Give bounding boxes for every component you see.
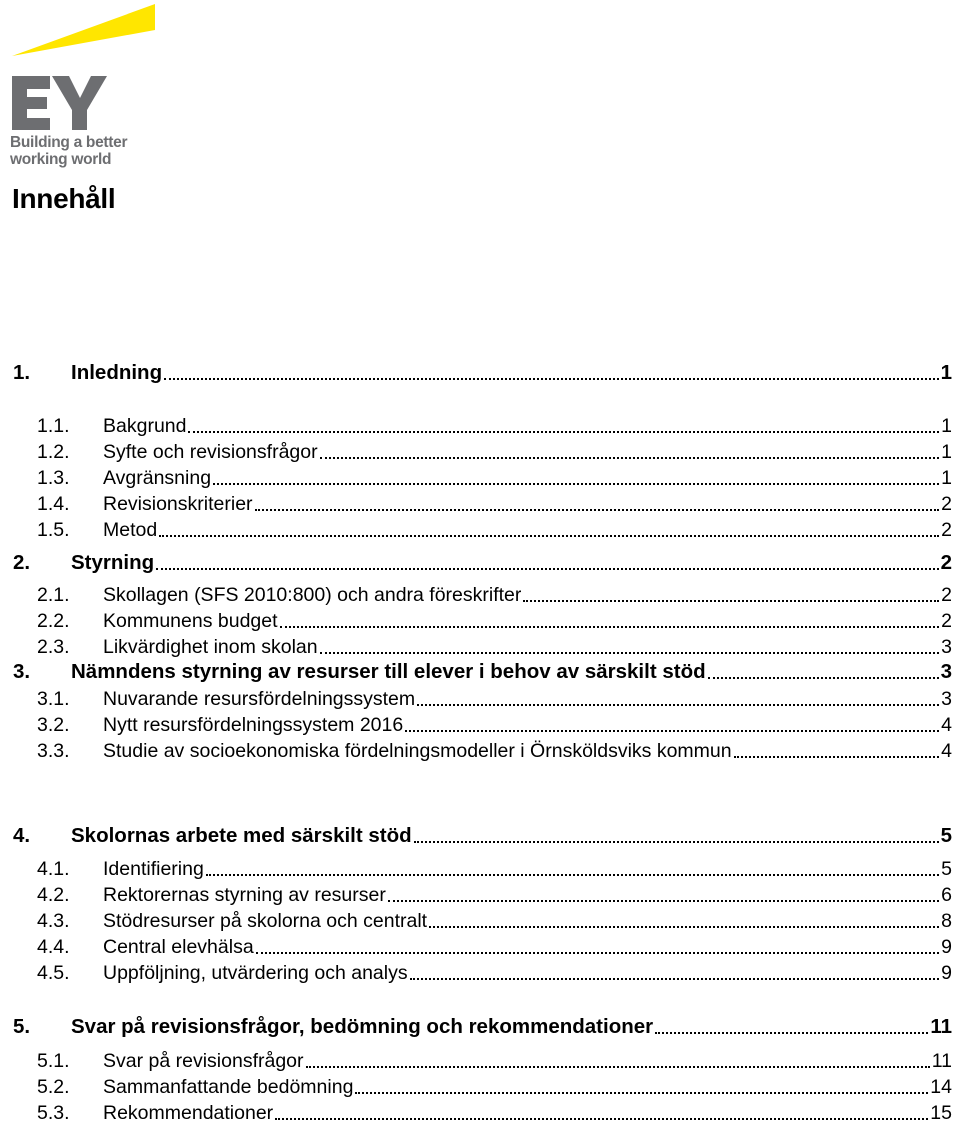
toc-dot-leader	[405, 730, 939, 732]
toc-entry-title: Likvärdighet inom skolan	[103, 636, 318, 658]
toc-entry-number: 3.	[13, 660, 31, 683]
page-title: Innehåll	[12, 183, 116, 214]
toc-entry-page-number: 9	[941, 936, 952, 958]
toc-section-entry[interactable]	[0, 658, 960, 684]
toc-dot-leader	[255, 509, 940, 511]
toc-entry-page-number: 14	[930, 1076, 952, 1098]
toc-entry-page-number: 2	[941, 610, 952, 632]
toc-entry-number: 4.5.	[37, 962, 70, 984]
toc-subsection-entry[interactable]	[0, 881, 960, 907]
toc-subsection-entry[interactable]	[0, 412, 960, 438]
toc-entry-title: Avgränsning	[103, 467, 212, 489]
toc-entry-page-number: 1	[941, 441, 952, 463]
toc-entry-number: 4.4.	[37, 936, 70, 958]
toc-dot-leader	[159, 535, 939, 537]
logo-letter-e	[12, 76, 50, 130]
toc-entry-page-number: 3	[940, 660, 952, 683]
toc-entry-title: Skollagen (SFS 2010:800) och andra föreskrifter	[103, 584, 522, 606]
toc-entry-page-number: 3	[941, 636, 952, 658]
toc-entry-number: 5.1.	[37, 1050, 70, 1072]
toc-entry-number: 4.1.	[37, 858, 70, 880]
toc-entry-number: 5.	[13, 1015, 31, 1038]
toc-subsection-entry[interactable]	[0, 1073, 960, 1099]
logo-letter-y	[52, 76, 107, 130]
toc-dot-leader	[355, 1092, 928, 1094]
toc-entry-title: Skolornas arbete med särskilt stöd	[71, 824, 412, 847]
toc-dot-leader	[734, 756, 940, 758]
toc-entry-title: Nuvarande resursfördelningssystem	[103, 688, 416, 710]
toc-entry-number: 1.	[13, 361, 31, 384]
toc-entry-number: 4.	[13, 824, 31, 847]
toc-entry-title: Rekommendationer	[103, 1102, 274, 1124]
toc-entry-page-number: 2	[940, 551, 952, 574]
toc-dot-leader	[206, 874, 939, 876]
toc-dot-leader	[156, 568, 938, 570]
toc-entry-number: 4.2.	[37, 884, 70, 906]
toc-dot-leader	[306, 1066, 930, 1068]
toc-dot-leader	[320, 652, 940, 654]
toc-section-entry[interactable]	[0, 1013, 960, 1039]
ey-logo	[10, 4, 160, 174]
toc-entry-title: Central elevhälsa	[103, 936, 254, 958]
toc-subsection-entry[interactable]	[0, 1099, 960, 1125]
toc-entry-title: Uppföljning, utvärdering och analys	[103, 962, 408, 984]
toc-dot-leader	[708, 677, 939, 679]
toc-entry-number: 1.4.	[37, 493, 70, 515]
toc-dot-leader	[655, 1032, 928, 1034]
toc-entry-page-number: 2	[941, 584, 952, 606]
toc-subsection-entry[interactable]	[0, 607, 960, 633]
toc-entry-page-number: 15	[930, 1102, 952, 1124]
toc-entry-page-number: 2	[941, 493, 952, 515]
toc-dot-leader	[429, 926, 939, 928]
toc-entry-page-number: 6	[941, 884, 952, 906]
toc-entry-number: 1.5.	[37, 519, 70, 541]
toc-entry-page-number: 5	[941, 858, 952, 880]
toc-dot-leader	[280, 626, 940, 628]
toc-entry-page-number: 4	[941, 740, 952, 762]
toc-entry-page-number: 1	[940, 361, 952, 384]
toc-subsection-entry[interactable]	[0, 711, 960, 737]
toc-subsection-entry[interactable]	[0, 581, 960, 607]
toc-entry-page-number: 2	[941, 519, 952, 541]
toc-entry-number: 1.3.	[37, 467, 70, 489]
toc-dot-leader	[320, 457, 940, 459]
toc-entry-title: Rektorernas styrning av resurser	[103, 884, 386, 906]
toc-dot-leader	[410, 978, 940, 980]
toc-entry-number: 3.2.	[37, 714, 70, 736]
toc-entry-title: Identifiering	[103, 858, 204, 880]
toc-subsection-entry[interactable]	[0, 633, 960, 659]
toc-entry-number: 3.3.	[37, 740, 70, 762]
toc-dot-leader	[164, 378, 938, 380]
toc-dot-leader	[256, 952, 939, 954]
toc-entry-title: Stödresurser på skolorna och centralt	[103, 910, 428, 932]
toc-subsection-entry[interactable]	[0, 855, 960, 881]
toc-entry-page-number: 3	[941, 688, 952, 710]
toc-entry-number: 2.3.	[37, 636, 70, 658]
toc-dot-leader	[523, 600, 939, 602]
toc-entry-number: 2.1.	[37, 584, 70, 606]
toc-entry-number: 1.1.	[37, 415, 70, 437]
toc-entry-title: Sammanfattande bedömning	[103, 1076, 354, 1098]
logo-tagline-line2: working world	[10, 151, 112, 168]
toc-dot-leader	[388, 900, 939, 902]
toc-entry-title: Metod	[103, 519, 158, 541]
toc-subsection-entry[interactable]	[0, 464, 960, 490]
toc-dot-leader	[275, 1118, 928, 1120]
toc-entry-page-number: 8	[941, 910, 952, 932]
toc-entry-title: Revisionskriterier	[103, 493, 253, 515]
toc-subsection-entry[interactable]	[0, 516, 960, 542]
toc-entry-page-number: 1	[941, 467, 952, 489]
toc-entry-number: 2.	[13, 551, 31, 574]
toc-entry-title: Kommunens budget	[103, 610, 278, 632]
toc-entry-page-number: 9	[941, 962, 952, 984]
toc-dot-leader	[417, 704, 939, 706]
toc-dot-leader	[188, 431, 939, 433]
toc-entry-title: Inledning	[71, 361, 163, 384]
logo-tagline	[10, 134, 127, 168]
toc-entry-number: 1.2.	[37, 441, 70, 463]
toc-subsection-entry[interactable]	[0, 438, 960, 464]
toc-entry-title: Svar på revisionsfrågor, bedömning och rekommendationer	[71, 1015, 654, 1038]
toc-entry-title: Nämndens styrning av resurser till elever i behov av särskilt stöd	[71, 660, 706, 683]
toc-entry-page-number: 1	[941, 415, 952, 437]
toc-subsection-entry[interactable]	[0, 490, 960, 516]
logo-accent-beam	[12, 4, 155, 56]
toc-subsection-entry[interactable]	[0, 737, 960, 763]
toc-subsection-entry[interactable]	[0, 1047, 960, 1073]
toc-subsection-entry[interactable]	[0, 959, 960, 985]
toc-entry-title: Bakgrund	[103, 415, 187, 437]
toc-subsection-entry[interactable]	[0, 685, 960, 711]
toc-entry-title: Styrning	[71, 551, 155, 574]
toc-entry-page-number: 11	[930, 1015, 952, 1038]
toc-subsection-entry[interactable]	[0, 933, 960, 959]
toc-section-entry[interactable]	[0, 549, 960, 575]
toc-section-entry[interactable]	[0, 359, 960, 385]
logo-tagline-line1: Building a better	[10, 134, 128, 151]
toc-entry-title: Syfte och revisionsfrågor	[103, 441, 318, 463]
toc-entry-number: 5.3.	[37, 1102, 70, 1124]
toc-entry-title: Studie av socioekonomiska fördelningsmodeller i Örnsköldsviks kommun	[103, 740, 732, 762]
toc-dot-leader	[213, 483, 939, 485]
toc-entry-page-number: 5	[940, 824, 952, 847]
toc-entry-title: Nytt resursfördelningssystem 2016	[103, 714, 404, 736]
toc-subsection-entry[interactable]	[0, 907, 960, 933]
toc-entry-number: 5.2.	[37, 1076, 70, 1098]
toc-entry-number: 4.3.	[37, 910, 70, 932]
toc-entry-number: 2.2.	[37, 610, 70, 632]
toc-entry-number: 3.1.	[37, 688, 70, 710]
toc-entry-page-number: 4	[941, 714, 952, 736]
toc-dot-leader	[414, 841, 939, 843]
ey-logo-mark	[10, 4, 160, 134]
toc-entry-title: Svar på revisionsfrågor	[103, 1050, 304, 1072]
toc-section-entry[interactable]	[0, 822, 960, 848]
toc-entry-page-number: 11	[931, 1050, 952, 1072]
